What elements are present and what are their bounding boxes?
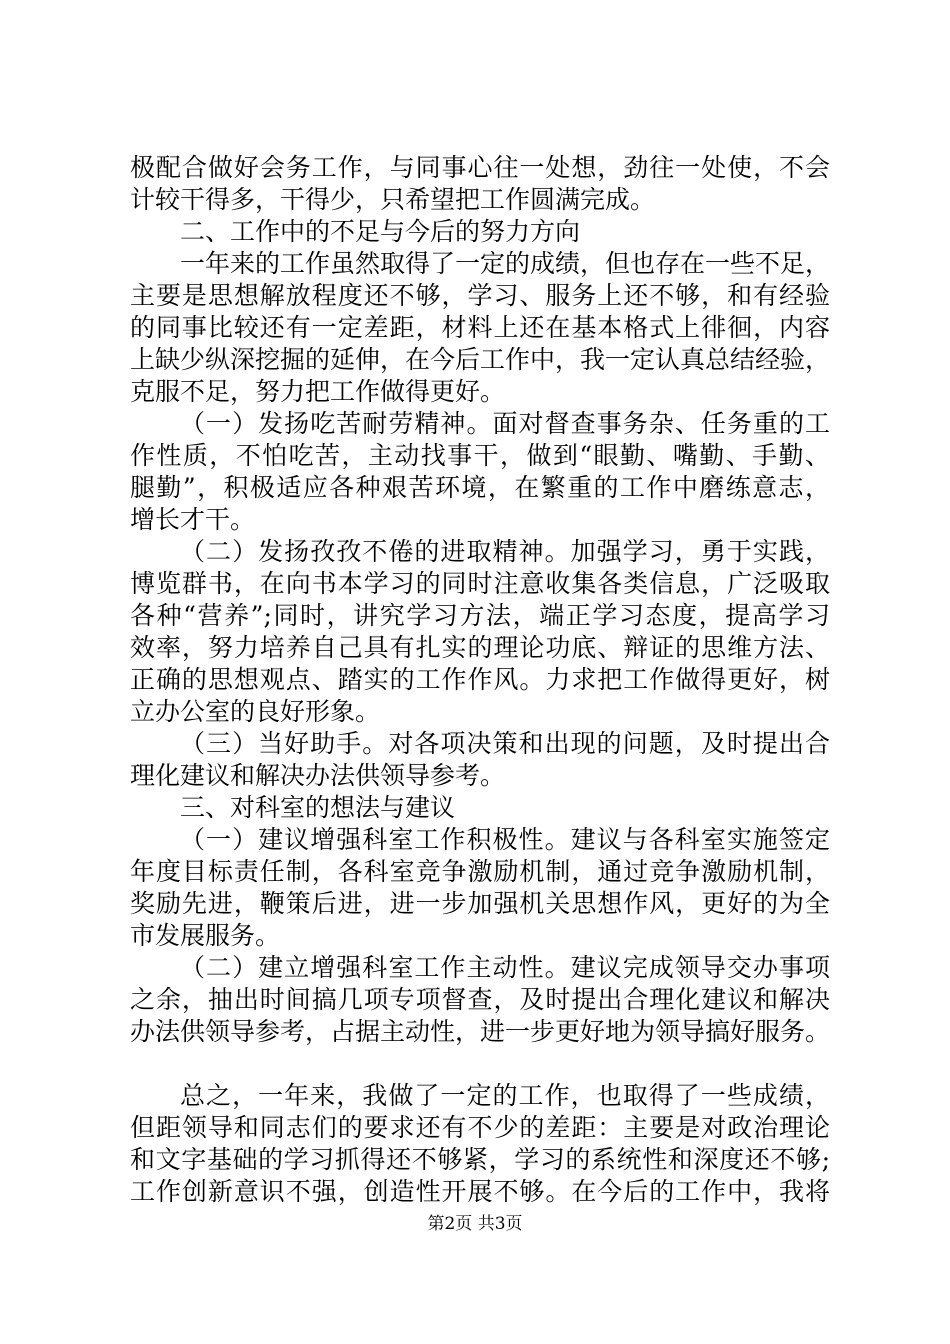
text-line: 各种“营养”;同时，讲究学习方法，端正学习态度，提高学习 <box>130 601 830 630</box>
text-line: 之余，抽出时间搞几项专项督查，及时提出合理化建议和解决 <box>130 985 830 1014</box>
text-line: 市发展服务。 <box>130 921 281 950</box>
text-line: 克服不足，努力把工作做得更好。 <box>130 377 506 406</box>
text-line: 但距领导和同志们的要求还有不少的差距：主要是对政治理论 <box>130 1113 830 1142</box>
text-line: 上缺少纵深挖掘的延伸，在今后工作中，我一定认真总结经验， <box>130 345 831 374</box>
text-line: 工作创新意识不强，创造性开展不够。在今后的工作中，我将 <box>130 1177 830 1206</box>
text-line: （二）建立增强科室工作主动性。建议完成领导交办事项 <box>180 953 830 982</box>
text-line: 奖励先进，鞭策后进，进一步加强机关思想作风，更好的为全 <box>130 889 830 918</box>
text-line: 主要是思想解放程度还不够，学习、服务上还不够，和有经验 <box>130 281 830 310</box>
text-line: 腿勤”，积极适应各种艰苦环境，在繁重的工作中磨练意志， <box>130 473 830 502</box>
text-line: 的同事比较还有一定差距，材料上还在基本格式上徘徊，内容 <box>130 313 830 342</box>
text-line: 博览群书，在向书本学习的同时注意收集各类信息，广泛吸取 <box>130 569 830 598</box>
text-line: 和文字基础的学习抓得还不够紧，学习的系统性和深度还不够; <box>130 1145 830 1174</box>
text-line: 正确的思想观点、踏实的工作作风。力求把工作做得更好，树 <box>130 665 830 694</box>
text-line: 三、对科室的想法与建议 <box>180 793 456 822</box>
text-line: 增长才干。 <box>130 505 256 534</box>
text-line: 二、工作中的不足与今后的努力方向 <box>180 217 581 246</box>
page-footer: 第2页 共3页 <box>427 1214 523 1234</box>
text-line: 办法供领导参考，占据主动性，进一步更好地为领导搞好服务。 <box>130 1017 831 1046</box>
text-line: （一）建议增强科室工作积极性。建议与各科室实施签定 <box>180 825 830 854</box>
text-line: （二）发扬孜孜不倦的进取精神。加强学习，勇于实践， <box>180 537 830 566</box>
text-line: 效率，努力培养自己具有扎实的理论功底、辩证的思维方法、 <box>130 633 830 662</box>
text-line: 总之，一年来，我做了一定的工作，也取得了一些成绩， <box>180 1081 830 1110</box>
text-line: 理化建议和解决办法供领导参考。 <box>130 761 506 790</box>
text-line: 年度目标责任制，各科室竞争激励机制，通过竞争激励机制， <box>130 857 830 886</box>
text-line: 计较干得多，干得少，只希望把工作圆满完成。 <box>130 185 656 214</box>
text-line: 作性质，不怕吃苦，主动找事干，做到“眼勤、嘴勤、手勤、 <box>130 441 830 470</box>
text-line: 极配合做好会务工作，与同事心往一处想，劲往一处使，不会 <box>130 153 830 182</box>
text-line: 立办公室的良好形象。 <box>130 697 381 726</box>
text-line: （一）发扬吃苦耐劳精神。面对督查事务杂、任务重的工 <box>180 409 830 438</box>
text-line: （三）当好助手。对各项决策和出现的问题，及时提出合 <box>180 729 830 758</box>
text-line: 一年来的工作虽然取得了一定的成绩，但也存在一些不足， <box>180 249 831 278</box>
